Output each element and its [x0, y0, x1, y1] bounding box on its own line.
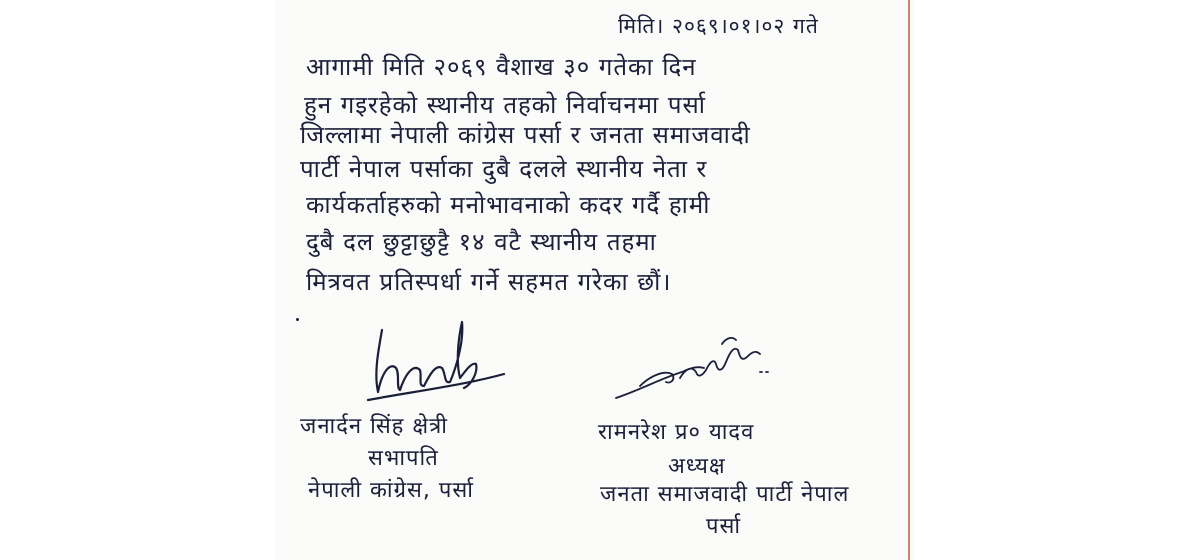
body-line-5: कार्यकर्ताहरुको मनोभावनाको कदर गर्दै हामी	[306, 191, 711, 219]
paper-edge-line	[908, 0, 910, 560]
right-signatory-name: रामनरेश प्र० यादव	[598, 420, 755, 445]
body-line-6: दुबै दल छुट्टाछुट्टै १४ वटै स्थानीय तहमा	[306, 228, 657, 256]
body-line-4: पार्टी नेपाल पर्साका दुबै दलले स्थानीय नेता र	[300, 155, 708, 183]
signature-right	[610, 332, 780, 412]
body-line-1: आगामी मिति २०६९ वैशाख ३० गतेका दिन	[306, 53, 697, 81]
body-line-7: मित्रवत प्रतिस्पर्धा गर्ने सहमत गरेका छौं।	[306, 268, 672, 296]
right-signatory-party: जनता समाजवादी पार्टी नेपाल	[600, 482, 850, 507]
body-line-2: हुन गइरहेको स्थानीय तहको निर्वाचनमा पर्सा	[304, 91, 706, 119]
body-line-3: जिल्लामा नेपाली कांग्रेस पर्सा र जनता समाजवादी	[300, 121, 751, 149]
left-signatory-name: जनार्दन सिंह क्षेत्री	[300, 414, 448, 439]
left-signatory-role: सभापति	[368, 446, 439, 471]
ink-dot	[296, 318, 299, 321]
signature-left	[360, 312, 510, 412]
left-signatory-party: नेपाली कांग्रेस, पर्सा	[308, 478, 474, 503]
letter-date: मिति। २०६९।०१।०२ गते	[618, 14, 819, 38]
right-signatory-role: अध्यक्ष	[668, 454, 726, 479]
right-signatory-location: पर्सा	[706, 514, 742, 539]
